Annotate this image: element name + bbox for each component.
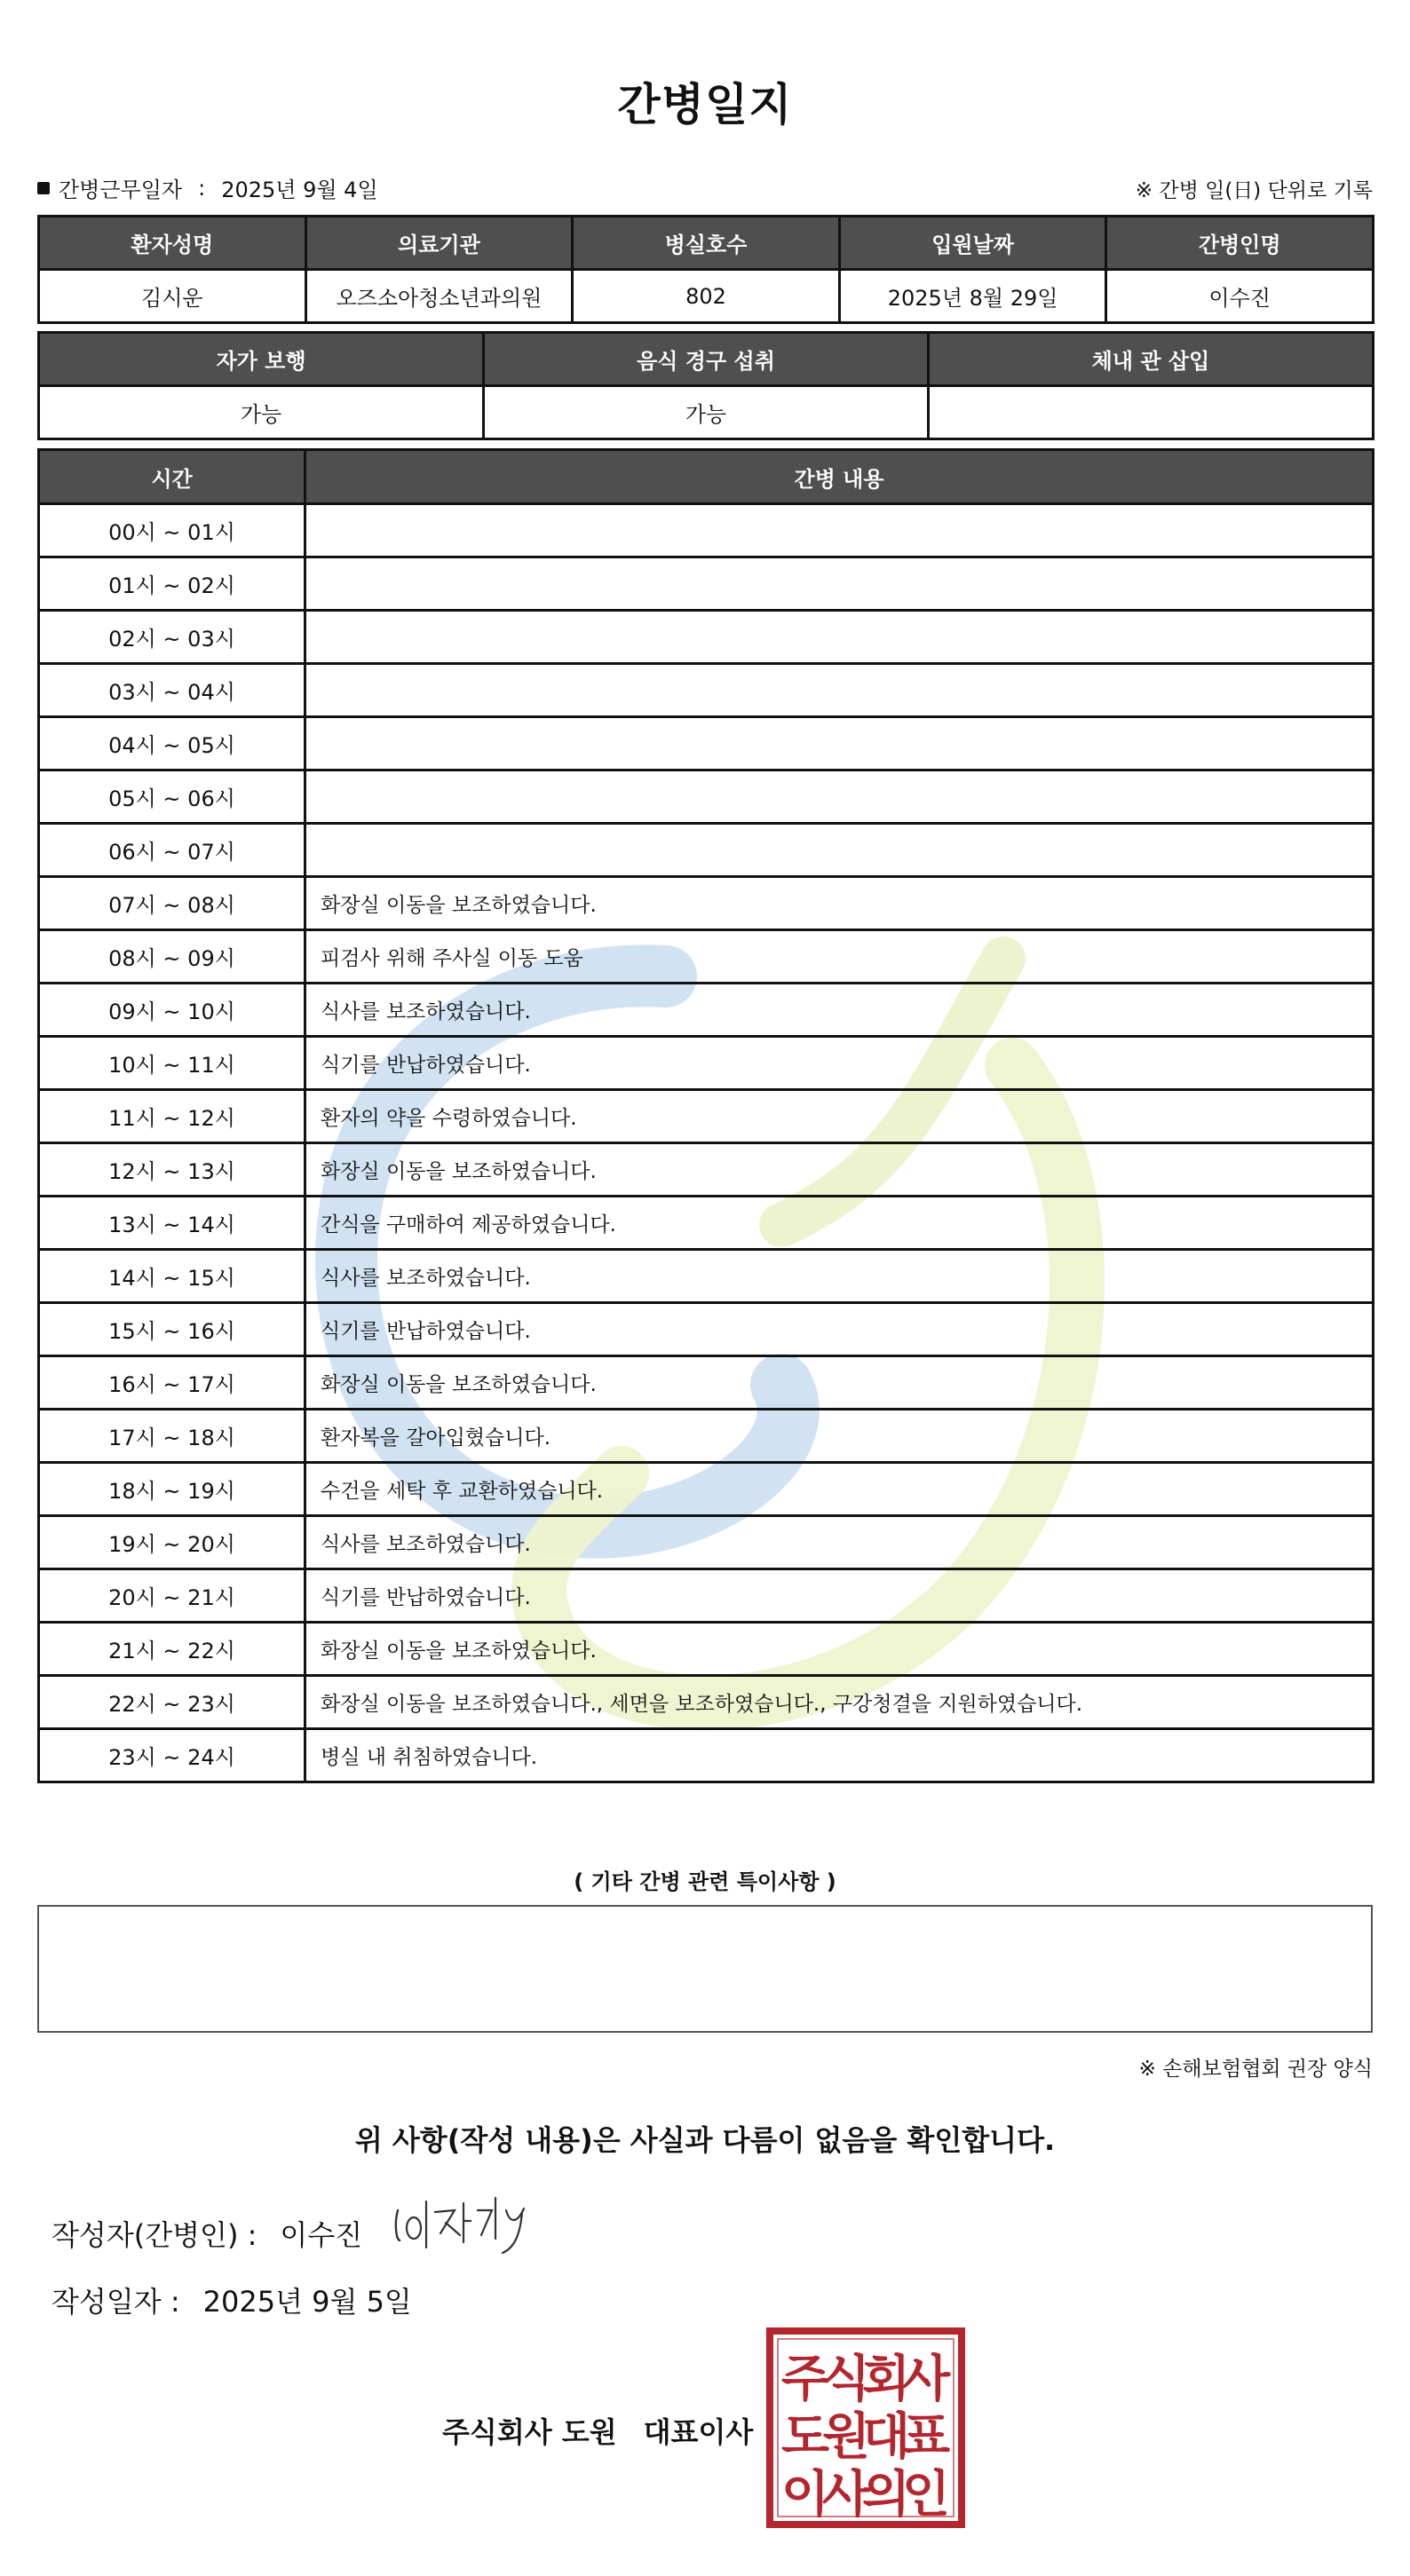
svg-text:사: 사 (901, 2351, 951, 2408)
work-date-label: 간병근무일자 (59, 178, 183, 202)
log-time-cell: 10시 ~ 11시 (39, 1037, 305, 1090)
log-content-cell: 병실 내 취침하였습니다. (305, 1729, 1374, 1782)
svg-text:표: 표 (901, 2408, 951, 2466)
log-row (39, 1143, 1374, 1197)
log-row (39, 984, 1374, 1037)
patient-status-table (37, 331, 1374, 440)
special-notes-box (37, 1905, 1373, 2033)
log-content-cell (305, 557, 1374, 611)
log-row (39, 1516, 1374, 1569)
log-time-cell: 05시 ~ 06시 (39, 770, 305, 824)
log-row (39, 1463, 1374, 1516)
document-title: 간병일지 (617, 79, 793, 130)
work-date-separator: : (198, 175, 206, 201)
svg-text:회: 회 (861, 2351, 911, 2408)
hourly-care-log-table (37, 448, 1374, 1783)
bullet-square-icon (37, 182, 50, 194)
tube-insertion-value (929, 386, 1374, 439)
admission-date: 2025년 8월 29일 (839, 270, 1106, 323)
company-name: 주식회사 도원 (442, 2415, 617, 2449)
log-row (39, 1729, 1374, 1782)
svg-text:대: 대 (861, 2408, 911, 2466)
log-time-cell: 01시 ~ 02시 (39, 557, 305, 611)
log-content-cell: 화장실 이동을 보조하였습니다. (305, 877, 1374, 930)
log-row (39, 877, 1374, 930)
written-date-label: 작성일자 : (51, 2285, 180, 2319)
self-walking-value: 가능 (39, 386, 484, 439)
log-row (39, 1037, 1374, 1090)
log-time-cell: 00시 ~ 01시 (39, 504, 305, 557)
log-content-cell: 식사를 보조하였습니다. (305, 1516, 1374, 1569)
log-row (39, 664, 1374, 717)
log-time-cell: 09시 ~ 10시 (39, 984, 305, 1037)
header-time: 시간 (39, 450, 305, 504)
log-row (39, 1356, 1374, 1410)
log-content-cell: 식사를 보조하였습니다. (305, 1250, 1374, 1303)
log-content-cell: 식사를 보조하였습니다. (305, 984, 1374, 1037)
log-row (39, 1569, 1374, 1623)
header-caregiver-name: 간병인명 (1106, 217, 1374, 270)
log-content-cell: 화장실 이동을 보조하였습니다. (305, 1143, 1374, 1197)
log-time-cell: 12시 ~ 13시 (39, 1143, 305, 1197)
log-content-cell: 화장실 이동을 보조하였습니다., 세면을 보조하였습니다., 구강청결을 지원하였습니다. (305, 1676, 1374, 1729)
work-date-value: 2025년 9월 4일 (221, 178, 378, 202)
caregiver-name: 이수진 (1106, 270, 1374, 323)
log-row (39, 1410, 1374, 1463)
log-time-cell: 16시 ~ 17시 (39, 1356, 305, 1410)
hospital-name: 오즈소아청소년과의원 (305, 270, 573, 323)
writer-label: 작성자(간병인) : (51, 2218, 257, 2252)
patient-status-header-row (39, 333, 1374, 386)
log-time-cell: 18시 ~ 19시 (39, 1463, 305, 1516)
log-content-cell (305, 504, 1374, 557)
log-content-cell: 화장실 이동을 보조하였습니다. (305, 1623, 1374, 1676)
log-content-cell (305, 717, 1374, 770)
log-content-cell (305, 824, 1374, 877)
written-date-value: 2025년 9월 5일 (202, 2285, 412, 2319)
log-time-cell: 08시 ~ 09시 (39, 930, 305, 984)
header-care-content: 간병 내용 (305, 450, 1374, 504)
log-time-cell: 23시 ~ 24시 (39, 1729, 305, 1782)
company-representative-title: 대표이사 (643, 2415, 754, 2449)
confirmation-statement: 위 사항(작성 내용)은 사실과 다름이 없음을 확인합니다. (354, 2123, 1056, 2157)
log-time-cell: 04시 ~ 05시 (39, 717, 305, 770)
log-content-cell (305, 664, 1374, 717)
header-tube-insertion: 체내 관 삽입 (929, 333, 1374, 386)
log-row (39, 557, 1374, 611)
log-row (39, 770, 1374, 824)
log-row (39, 1197, 1374, 1250)
log-content-cell: 식기를 반납하였습니다. (305, 1569, 1374, 1623)
written-date-line (51, 2280, 412, 2320)
patient-info-table (37, 215, 1374, 324)
svg-text:식: 식 (821, 2351, 871, 2408)
log-content-cell: 간식을 구매하여 제공하였습니다. (305, 1197, 1374, 1250)
log-time-cell: 13시 ~ 14시 (39, 1197, 305, 1250)
log-time-cell: 03시 ~ 04시 (39, 664, 305, 717)
writer-name: 이수진 (280, 2218, 363, 2252)
record-unit-note: ※ 간병 일(日) 단위로 기록 (1135, 179, 1373, 202)
log-content-cell: 환자의 약을 수령하였습니다. (305, 1090, 1374, 1143)
writer-line (51, 2213, 362, 2254)
log-row (39, 1250, 1374, 1303)
recommended-form-note: ※ 손해보험협회 권장 양식 (1138, 2058, 1373, 2081)
log-content-cell (305, 611, 1374, 664)
patient-status-value-row (39, 386, 1374, 439)
room-number: 802 (573, 270, 840, 323)
svg-text:이: 이 (780, 2466, 830, 2524)
log-time-cell: 15시 ~ 16시 (39, 1303, 305, 1356)
work-date-line (37, 172, 378, 203)
log-content-cell: 식기를 반납하였습니다. (305, 1037, 1374, 1090)
header-patient-name: 환자성명 (39, 217, 306, 270)
log-time-cell: 22시 ~ 23시 (39, 1676, 305, 1729)
log-header-row (39, 450, 1374, 504)
header-oral-intake: 음식 경구 섭취 (484, 333, 929, 386)
log-row (39, 1676, 1374, 1729)
header-room-number: 병실호수 (573, 217, 840, 270)
log-row (39, 717, 1374, 770)
oral-intake-value: 가능 (484, 386, 929, 439)
log-content-cell: 피검사 위해 주사실 이동 도움 (305, 930, 1374, 984)
log-content-cell: 식기를 반납하였습니다. (305, 1303, 1374, 1356)
log-row (39, 824, 1374, 877)
header-admission-date: 입원날짜 (839, 217, 1106, 270)
log-row (39, 1303, 1374, 1356)
log-content-cell: 수건을 세탁 후 교환하였습니다. (305, 1463, 1374, 1516)
log-row (39, 611, 1374, 664)
log-time-cell: 14시 ~ 15시 (39, 1250, 305, 1303)
svg-text:의: 의 (861, 2466, 911, 2524)
company-line (442, 2410, 753, 2451)
log-time-cell: 21시 ~ 22시 (39, 1623, 305, 1676)
svg-text:사: 사 (821, 2466, 871, 2524)
log-time-cell: 17시 ~ 18시 (39, 1410, 305, 1463)
log-time-cell: 20시 ~ 21시 (39, 1569, 305, 1623)
log-time-cell: 02시 ~ 03시 (39, 611, 305, 664)
log-row (39, 930, 1374, 984)
svg-text:원: 원 (821, 2408, 871, 2466)
log-content-cell (305, 770, 1374, 824)
log-row (39, 504, 1374, 557)
handwritten-signature (391, 2184, 551, 2264)
patient-name: 김시운 (39, 270, 306, 323)
svg-text:인: 인 (901, 2466, 951, 2524)
special-notes-title: ( 기타 간병 관련 특이사항 ) (574, 1869, 836, 1894)
log-body (39, 504, 1374, 1782)
log-row (39, 1090, 1374, 1143)
patient-info-header-row (39, 217, 1374, 270)
log-content-cell: 화장실 이동을 보조하였습니다. (305, 1356, 1374, 1410)
log-row (39, 1623, 1374, 1676)
log-time-cell: 06시 ~ 07시 (39, 824, 305, 877)
header-hospital: 의료기관 (305, 217, 573, 270)
log-time-cell: 19시 ~ 20시 (39, 1516, 305, 1569)
log-time-cell: 11시 ~ 12시 (39, 1090, 305, 1143)
header-self-walking: 자가 보행 (39, 333, 484, 386)
company-seal-stamp (765, 2327, 966, 2529)
svg-text:도: 도 (780, 2408, 830, 2466)
svg-text:주: 주 (780, 2351, 830, 2408)
log-time-cell: 07시 ~ 08시 (39, 877, 305, 930)
log-content-cell: 환자복을 갈아입혔습니다. (305, 1410, 1374, 1463)
patient-info-value-row (39, 270, 1374, 323)
